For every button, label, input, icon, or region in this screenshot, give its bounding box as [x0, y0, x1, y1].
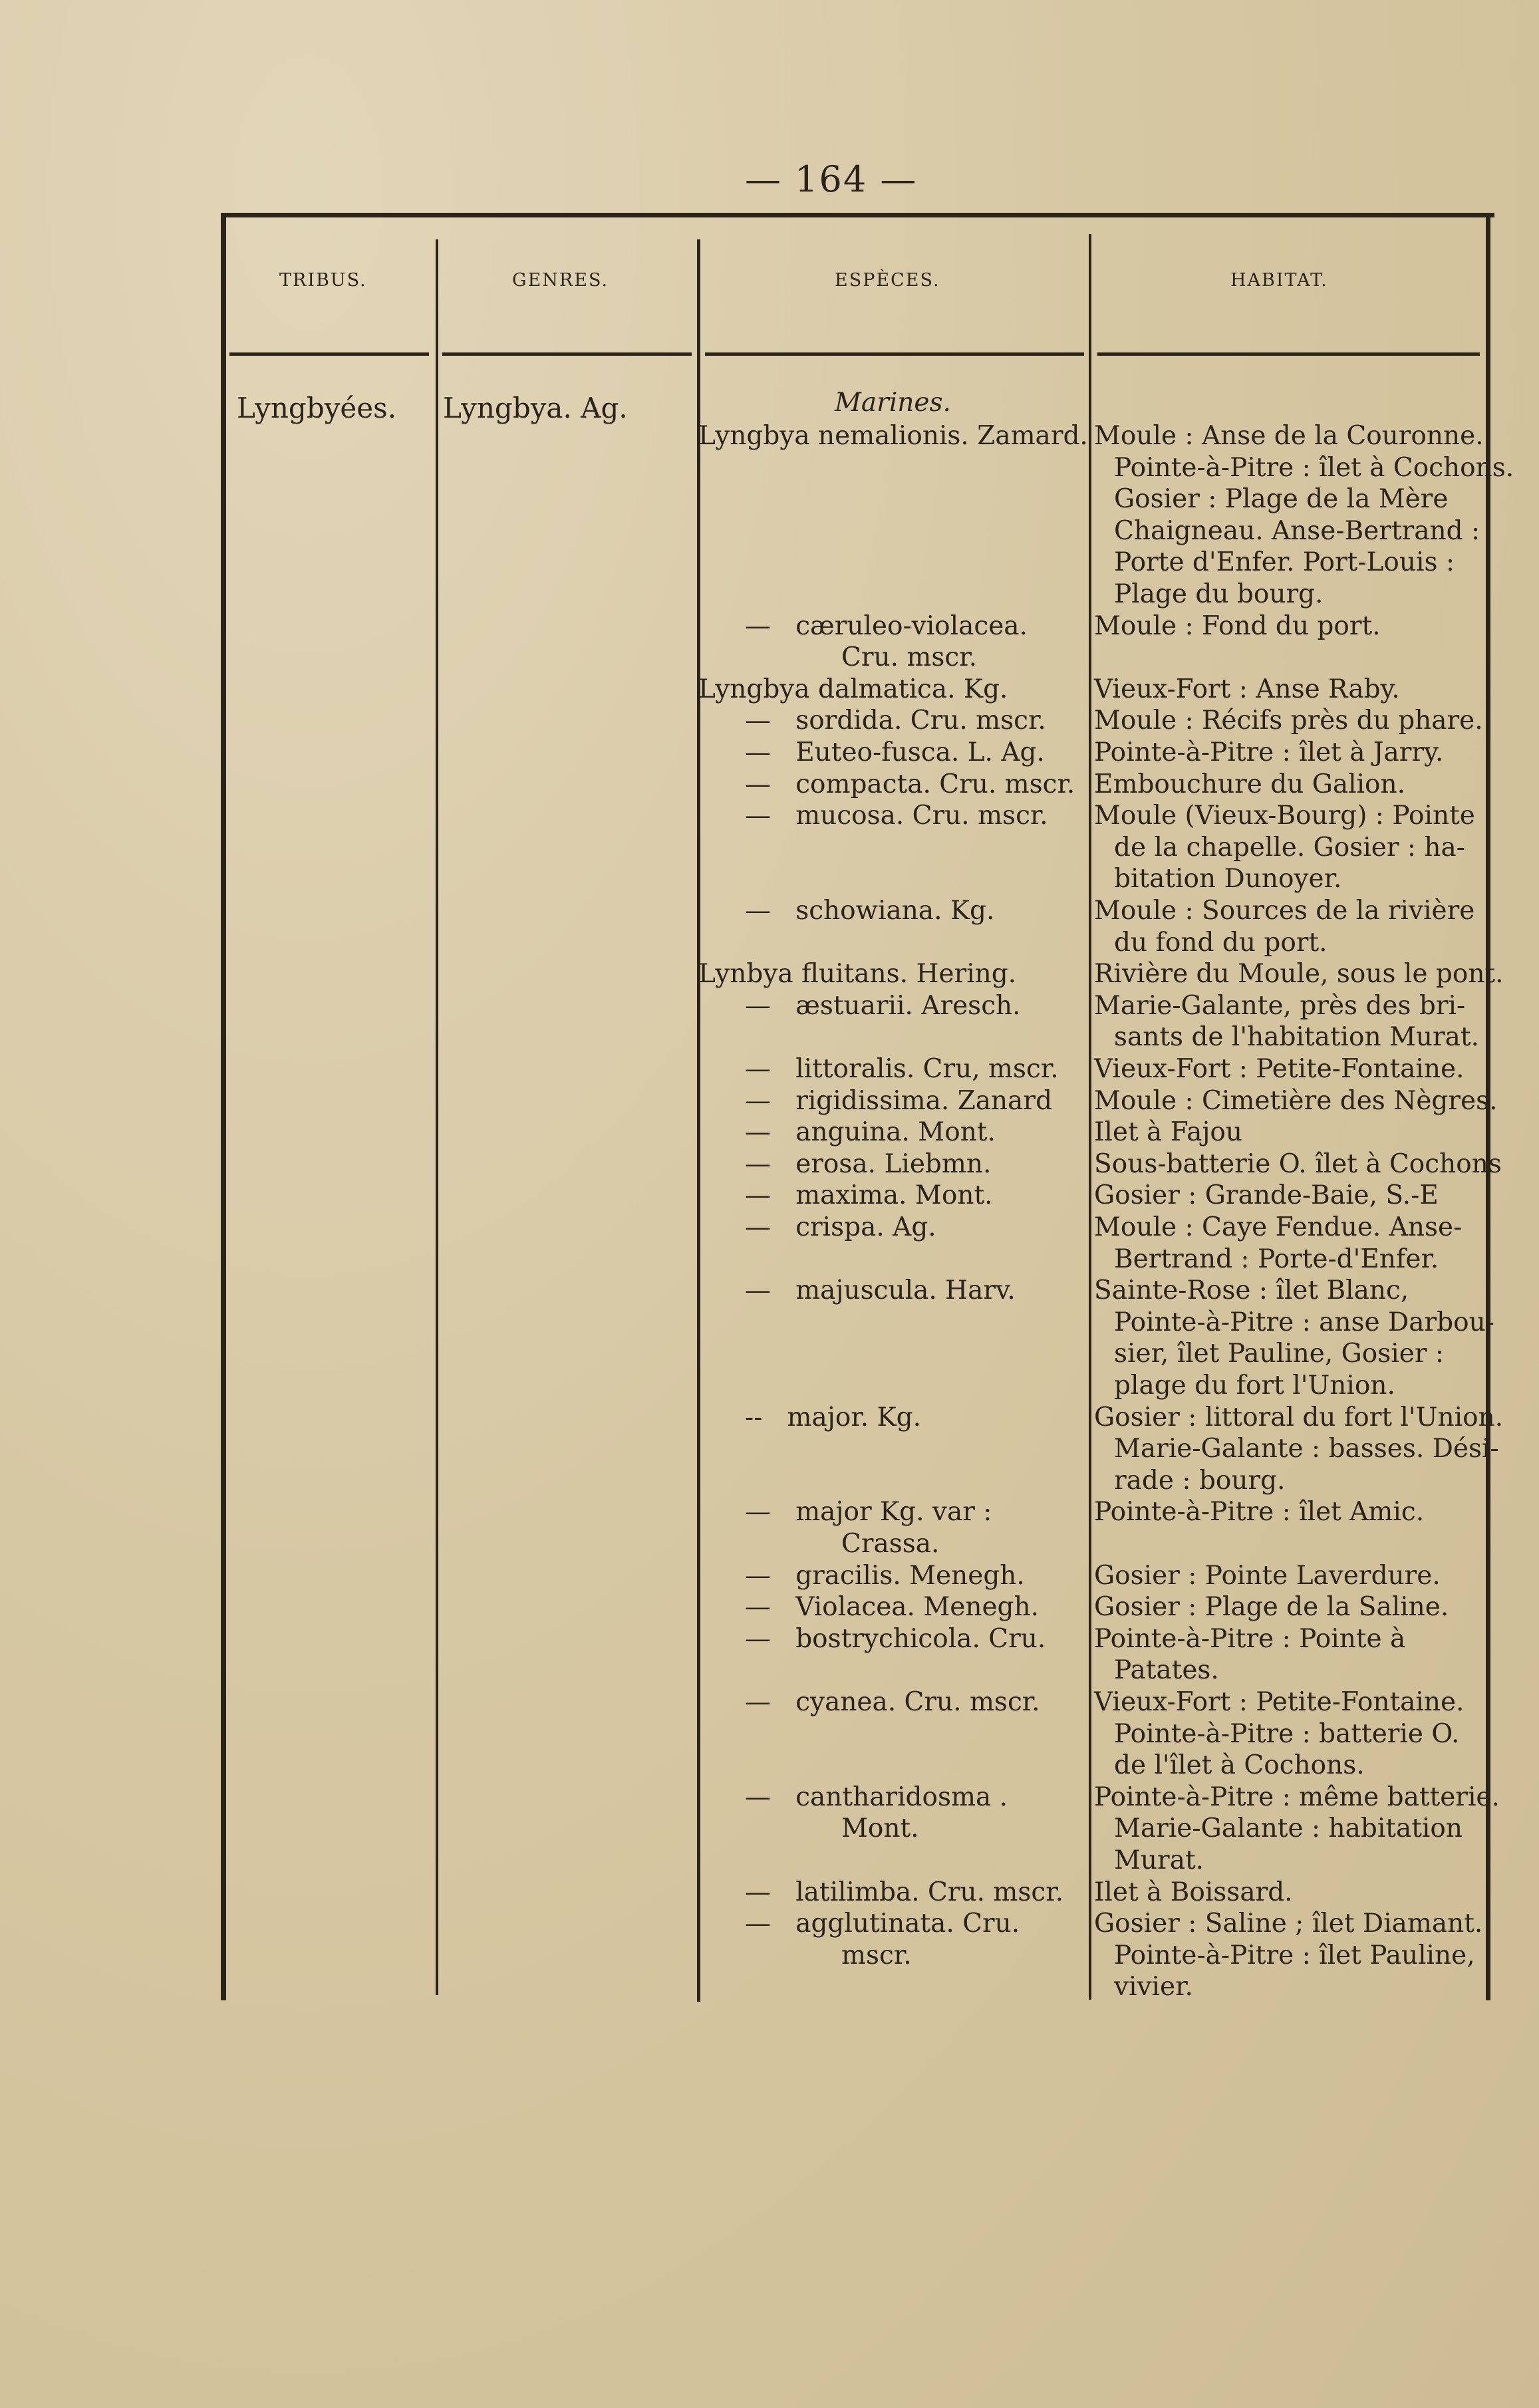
species-text: — majuscula. Harv. [745, 1275, 1016, 1306]
habitat-text: Vieux-Fort : Anse Raby. [1094, 674, 1400, 704]
header-underline-genres [442, 352, 692, 356]
species-text: — cæruleo-violacea. [745, 610, 1028, 641]
header-underline-habitat [1097, 352, 1480, 356]
habitat-text: Pointe-à-Pitre : même batterie. [1094, 1782, 1500, 1812]
species-text: Lynbya fluitans. Hering. [698, 959, 1017, 990]
habitat-text: Pointe-à-Pitre : îlet Amic. [1094, 1497, 1425, 1528]
species-text: — schowiana. Kg. [745, 896, 995, 926]
page-number: — 164 — [745, 158, 918, 200]
habitat-text: vivier. [1114, 1972, 1193, 2002]
habitat-text: Murat. [1114, 1845, 1204, 1875]
habitat-text: Rivière du Moule, sous le pont. [1094, 959, 1504, 990]
header-underline-tribus [229, 352, 429, 356]
habitat-text: Pointe-à-Pitre : îlet à Cochons. [1114, 452, 1514, 483]
header-genres: GENRES. [512, 270, 609, 291]
habitat-text: Marie-Galante : basses. Dési- [1114, 1434, 1499, 1464]
species-text: Lyngbya dalmatica. Kg. [698, 674, 1008, 704]
habitat-text: Moule (Vieux-Bourg) : Pointe [1094, 801, 1475, 831]
habitat-text: Vieux-Fort : Petite-Fontaine. [1094, 1054, 1465, 1084]
col-rule-3 [1089, 234, 1091, 2000]
species-text: Cru. mscr. [841, 642, 977, 673]
species-text: — major Kg. var : [745, 1497, 992, 1528]
habitat-text: Ilet à Boissard. [1094, 1877, 1293, 1907]
species-text: — compacta. Cru. mscr. [745, 769, 1075, 799]
habitat-text: Moule : Anse de la Couronne. [1094, 421, 1484, 451]
habitat-text: Sainte-Rose : îlet Blanc, [1094, 1275, 1409, 1306]
species-text: — æstuarii. Aresch. [745, 990, 1021, 1021]
habitat-text: Gosier : Saline ; îlet Diamant. [1094, 1909, 1483, 1939]
habitat-text: plage du fort l'Union. [1114, 1371, 1395, 1401]
header-especes: ESPÈCES. [835, 270, 940, 291]
habitat-text: Gosier : Grande-Baie, S.-E [1094, 1180, 1439, 1211]
habitat-text: sants de l'habitation Murat. [1114, 1022, 1479, 1053]
habitat-text: de l'îlet à Cochons. [1114, 1750, 1365, 1781]
col-rule-1 [436, 239, 438, 1995]
header-tribus: TRIBUS. [279, 270, 367, 291]
habitat-text: Gosier : littoral du fort l'Union. [1094, 1402, 1504, 1432]
habitat-text: Marie-Galante : habitation [1114, 1813, 1463, 1844]
habitat-text: Embouchure du Galion. [1094, 769, 1406, 799]
species-text: — rigidissima. Zanard [745, 1085, 1053, 1116]
species-text: — latilimba. Cru. mscr. [745, 1877, 1063, 1907]
habitat-text: de la chapelle. Gosier : ha- [1114, 832, 1465, 863]
habitat-text: Moule : Caye Fendue. Anse- [1094, 1212, 1463, 1242]
species-text: — Violacea. Menegh. [745, 1592, 1040, 1623]
genre-name: Lyngbya. Ag. [443, 392, 628, 424]
tribe-name: Lyngbyées. [237, 392, 397, 424]
species-text: — agglutinata. Cru. [745, 1909, 1020, 1939]
species-text: — crispa. Ag. [745, 1212, 936, 1242]
col-rule-2 [697, 239, 700, 2002]
species-text: — mucosa. Cru. mscr. [745, 801, 1048, 831]
habitat-text: Plage du bourg. [1114, 579, 1324, 609]
habitat-text: Gosier : Pointe Laverdure. [1094, 1560, 1441, 1591]
species-text: Crassa. [841, 1529, 940, 1559]
header-underline-especes [705, 352, 1084, 356]
species-text: Mont. [841, 1813, 919, 1844]
species-text: — cantharidosma . [745, 1782, 1008, 1812]
habitat-text: Pointe-à-Pitre : îlet Pauline, [1114, 1940, 1475, 1970]
habitat-text: Pointe-à-Pitre : batterie O. [1114, 1718, 1460, 1749]
header-habitat: HABITAT. [1230, 270, 1328, 291]
habitat-text: Porte d'Enfer. Port-Louis : [1114, 547, 1455, 578]
species-text: — gracilis. Menegh. [745, 1560, 1025, 1591]
habitat-text: Moule : Cimetière des Nègres. [1094, 1085, 1498, 1116]
habitat-text: Marie-Galante, près des bri- [1094, 990, 1466, 1021]
section-label: Marines. [835, 388, 951, 418]
species-text: — maxima. Mont. [745, 1180, 993, 1211]
habitat-text: Bertrand : Porte-d'Enfer. [1114, 1244, 1439, 1274]
habitat-text: Sous-batterie O. îlet à Cochons [1094, 1148, 1502, 1179]
habitat-text: Ilet à Fajou [1094, 1117, 1243, 1148]
habitat-text: Gosier : Plage de la Saline. [1094, 1592, 1449, 1623]
habitat-text: Moule : Sources de la rivière [1094, 896, 1475, 926]
species-text: — sordida. Cru. mscr. [745, 706, 1046, 736]
species-text: mscr. [841, 1940, 912, 1970]
habitat-text: Moule : Fond du port. [1094, 610, 1381, 641]
species-text: — cyanea. Cru. mscr. [745, 1687, 1040, 1717]
habitat-text: Patates. [1114, 1655, 1219, 1686]
habitat-text: Pointe-à-Pitre : Pointe à [1094, 1623, 1406, 1654]
habitat-text: Gosier : Plage de la Mère [1114, 484, 1449, 515]
habitat-text: rade : bourg. [1114, 1465, 1286, 1496]
habitat-text: bitation Dunoyer. [1114, 864, 1342, 894]
habitat-text: du fond du port. [1114, 927, 1328, 958]
habitat-text: Pointe-à-Pitre : anse Darbou- [1114, 1307, 1494, 1337]
species-text: -- major. Kg. [745, 1402, 922, 1432]
habitat-text: sier, îlet Pauline, Gosier : [1114, 1339, 1444, 1369]
species-text: — littoralis. Cru, mscr. [745, 1054, 1059, 1084]
habitat-text: Chaigneau. Anse-Bertrand : [1114, 515, 1480, 546]
habitat-text: Vieux-Fort : Petite-Fontaine. [1094, 1687, 1465, 1717]
habitat-text: Moule : Récifs près du phare. [1094, 706, 1483, 736]
species-text: — bostrychicola. Cru. [745, 1623, 1046, 1654]
species-text: — erosa. Liebmn. [745, 1148, 992, 1179]
habitat-text: Pointe-à-Pitre : îlet à Jarry. [1094, 737, 1444, 767]
species-text: Lyngbya nemalionis. Zamard. [698, 421, 1088, 451]
left-border [221, 217, 226, 2000]
species-text: — anguina. Mont. [745, 1117, 996, 1148]
species-text: — Euteo-fusca. L. Ag. [745, 737, 1045, 767]
